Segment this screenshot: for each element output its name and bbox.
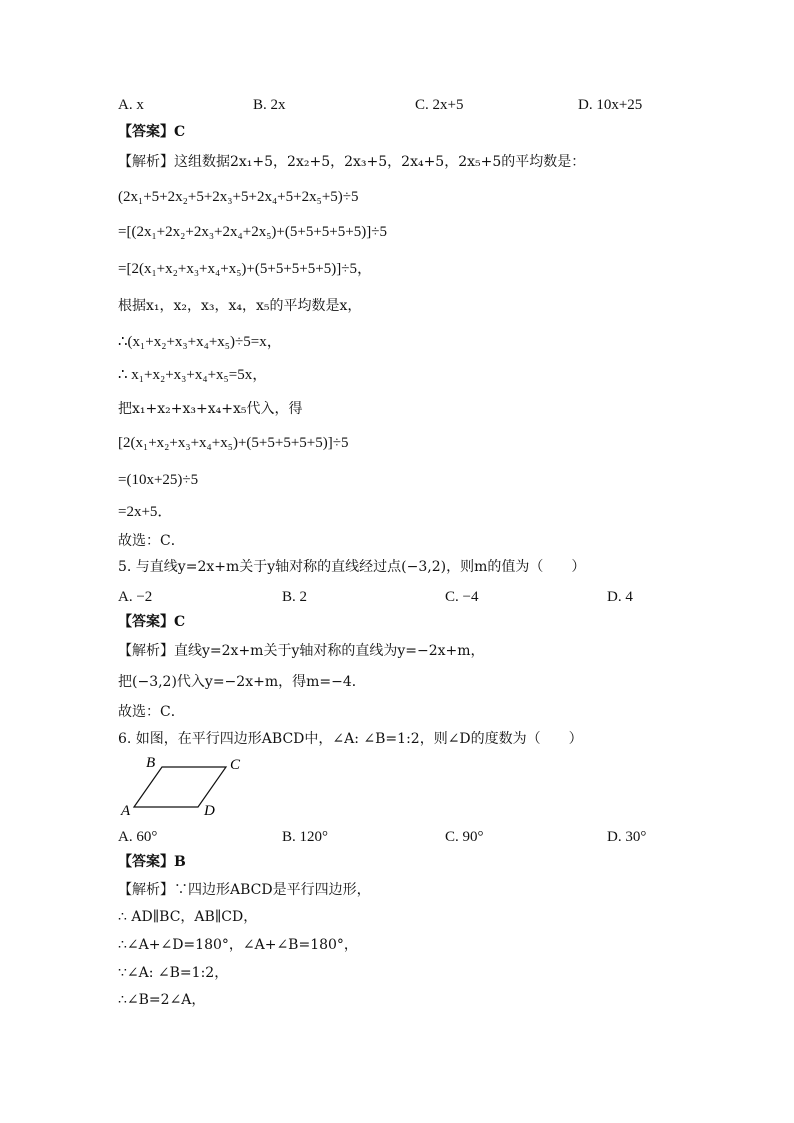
q5-answer: 【答案】C xyxy=(118,614,186,630)
q5-conclusion: 故选：C． xyxy=(118,704,185,720)
q6-analysis-line: ∵∠A: ∠B=1:2， xyxy=(118,965,229,981)
q4-analysis-line: [2(x₁+x₂+x₃+x₄+x₅)+(5+5+5+5+5)]÷5 xyxy=(118,435,349,451)
q4-conclusion: 故选：C． xyxy=(118,533,185,549)
q4-answer: 【答案】C xyxy=(118,124,186,140)
q5-analysis-line: 【解析】直线y=2x+m关于y轴对称的直线为y=−2x+m， xyxy=(118,643,485,659)
q4-analysis-line: =[2(x₁+x₂+x₃+x₄+x₅)+(5+5+5+5+5)]÷5， xyxy=(118,261,372,277)
q6-option-b: B. 120° xyxy=(282,829,329,845)
q6-analysis-line: ∴ AD∥BC，AB∥CD， xyxy=(118,909,258,925)
q4-analysis-line: (2x₁+5+2x₂+5+2x₃+5+2x₄+5+2x₅+5)÷5 xyxy=(118,189,359,205)
q4-analysis-line: =[(2x₁+2x₂+2x₃+2x₄+2x₅)+(5+5+5+5+5)]÷5 xyxy=(118,224,387,240)
q6-analysis-line: ∴∠A+∠D=180°，∠A+∠B=180°， xyxy=(118,937,358,953)
q6-option-d: D. 30° xyxy=(607,829,647,845)
q4-analysis-line: 把x₁+x₂+x₃+x₄+x₅代入，得 xyxy=(118,401,303,417)
q4-option-a: A. x xyxy=(118,97,144,113)
parallelogram-abcd xyxy=(134,767,226,807)
q4-analysis-line: 根据x₁，x₂，x₃，x₄，x₅的平均数是x， xyxy=(118,298,362,314)
q6-stem: 6. 如图，在平行四边形ABCD中，∠A: ∠B=1:2，则∠D的度数为（ ） xyxy=(118,731,583,747)
q4-option-b: B. 2x xyxy=(253,97,286,113)
q4-analysis-line: ∴(x₁+x₂+x₃+x₄+x₅)÷5=x， xyxy=(118,334,282,350)
q5-option-c: C. −4 xyxy=(445,589,479,605)
q5-option-b: B. 2 xyxy=(282,589,308,605)
vertex-label-d: D xyxy=(204,803,215,819)
q4-analysis-line: ∴ x₁+x₂+x₃+x₄+x₅=5x， xyxy=(118,367,268,383)
vertex-label-a: A xyxy=(121,803,131,819)
q5-stem: 5. 与直线y=2x+m关于y轴对称的直线经过点(−3,2)，则m的值为（ ） xyxy=(118,559,586,575)
parallelogram-figure xyxy=(118,755,278,821)
vertex-label-b: B xyxy=(146,755,156,771)
q5-option-a: A. −2 xyxy=(118,589,153,605)
q6-answer: 【答案】B xyxy=(118,854,186,870)
q4-option-c: C. 2x+5 xyxy=(415,97,464,113)
q4-analysis-line: =(10x+25)÷5 xyxy=(118,472,199,488)
q4-analysis-line: 【解析】这组数据2x₁+5，2x₂+5，2x₃+5，2x₄+5，2x₅+5的平均数是： xyxy=(118,154,586,170)
q4-analysis-line: =2x+5． xyxy=(118,504,173,520)
q6-option-a: A. 60° xyxy=(118,829,158,845)
q5-option-d: D. 4 xyxy=(607,589,633,605)
vertex-label-c: C xyxy=(230,757,241,773)
q5-analysis-line: 把(−3,2)代入y=−2x+m，得m=−4． xyxy=(118,674,366,690)
q4-option-d: D. 10x+25 xyxy=(578,97,643,113)
q6-option-c: C. 90° xyxy=(445,829,484,845)
q6-analysis-line: 【解析】∵四边形ABCD是平行四边形， xyxy=(118,882,371,898)
q6-analysis-line: ∴∠B=2∠A， xyxy=(118,992,206,1008)
